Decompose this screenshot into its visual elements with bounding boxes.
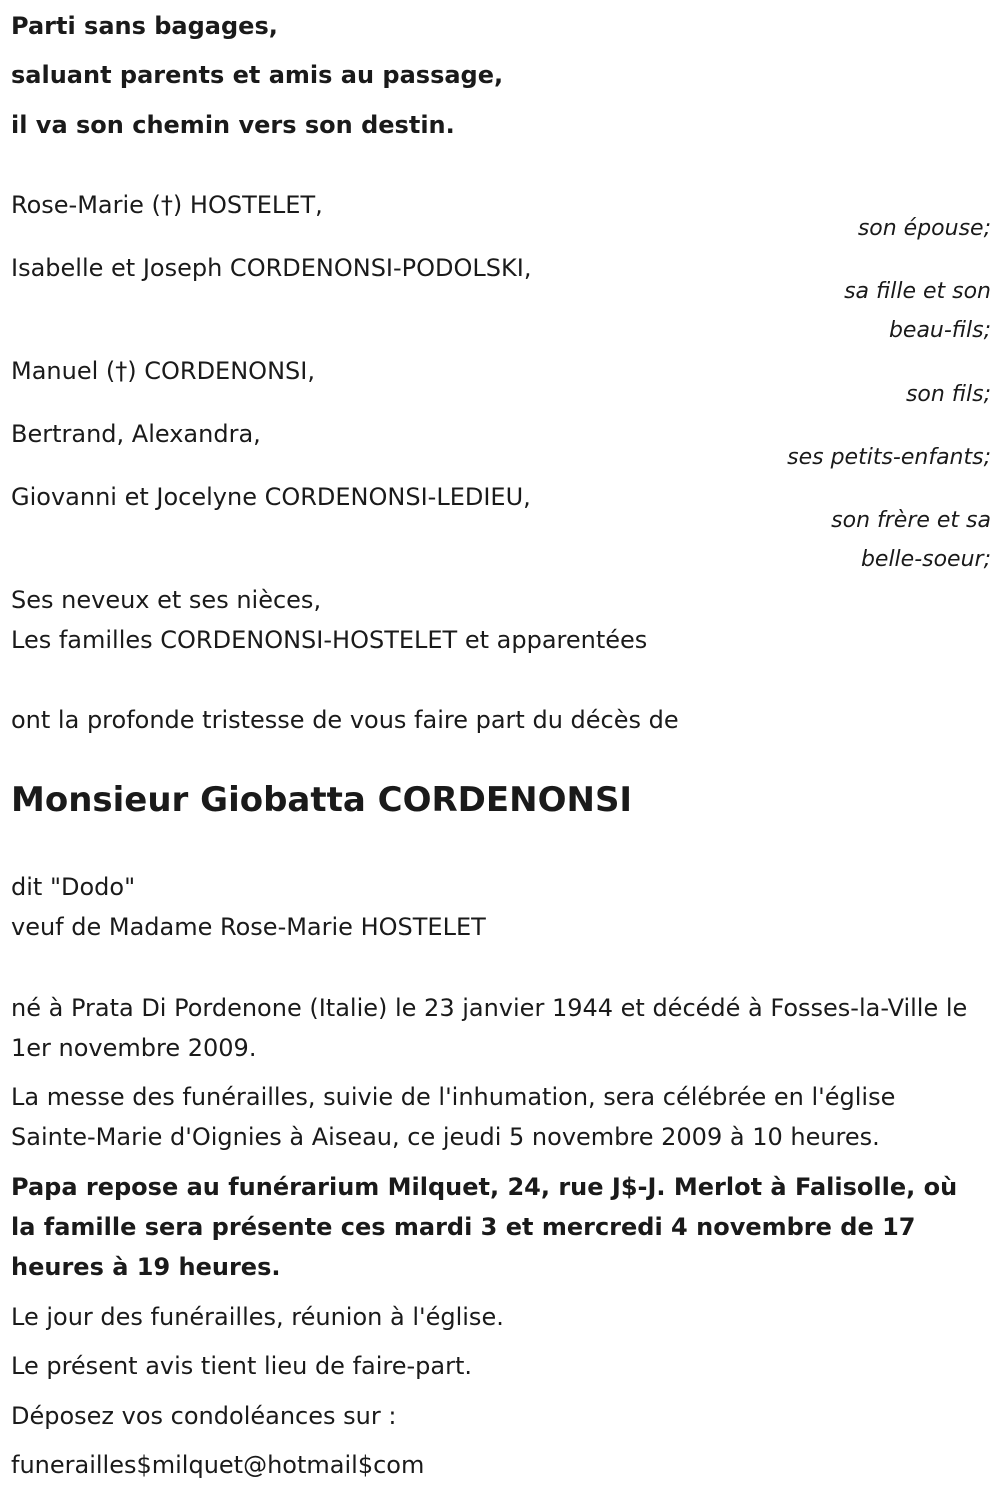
birth-death-paragraph: né à Prata Di Pordenone (Italie) le 23 janvier 1944 et décédé à Fosses-la-Ville le 1er novembre 2009. <box>11 994 968 1062</box>
condolences-label: Déposez vos condoléances sur : <box>11 1402 397 1430</box>
family-relation-2a: sa fille et son <box>844 279 991 304</box>
visitation-paragraph: Papa repose au funérarium Milquet, 24, rue J$-J. Merlot à Falisolle, où la famille sera présente ces mardi 3 et mercredi 4 novembre de 17 heures à 19 heures. <box>11 1173 958 1281</box>
poem-line-2: saluant parents et amis au passage, <box>11 61 504 89</box>
mass-paragraph: La messe des funérailles, suivie de l'inhumation, sera célébrée en l'église Sainte-Marie d'Oignies à Aiseau, ce jeudi 5 novembre 2009 à 10 heures. <box>11 1083 896 1151</box>
poem-line-3: il va son chemin vers son destin. <box>11 111 455 139</box>
notice-text: Le présent avis tient lieu de faire-part. <box>11 1352 473 1380</box>
family-relation-5a: son frère et sa <box>831 508 991 533</box>
others-line-1: Ses neveux et ses nièces, <box>11 586 322 614</box>
family-name-4: Bertrand, Alexandra, <box>11 420 261 448</box>
poem-line-1: Parti sans bagages, <box>11 12 278 40</box>
deceased-nickname: dit "Dodo" <box>11 873 136 901</box>
family-name-3: Manuel (†) CORDENONSI, <box>11 357 315 385</box>
family-relation-2b: beau-fils; <box>888 318 991 343</box>
announcement: ont la profonde tristesse de vous faire part du décès de <box>11 706 679 734</box>
family-name-1: Rose-Marie (†) HOSTELET, <box>11 191 323 219</box>
others-line-2: Les familles CORDENONSI-HOSTELET et apparentées <box>11 626 648 654</box>
family-relation-1: son épouse; <box>857 216 991 241</box>
deceased-widower: veuf de Madame Rose-Marie HOSTELET <box>11 913 486 941</box>
deceased-name: Monsieur Giobatta CORDENONSI <box>11 780 633 820</box>
family-name-2: Isabelle et Joseph CORDENONSI-PODOLSKI, <box>11 254 532 282</box>
family-name-5: Giovanni et Jocelyne CORDENONSI-LEDIEU, <box>11 483 531 511</box>
family-relation-4: ses petits-enfants; <box>787 445 991 470</box>
condolences-email[interactable]: funerailles$milquet@hotmail$com <box>11 1451 425 1479</box>
meeting-text: Le jour des funérailles, réunion à l'église. <box>11 1303 504 1331</box>
family-relation-3: son fils; <box>905 382 991 407</box>
obituary-page <box>11 0 991 1500</box>
family-relation-5b: belle-soeur; <box>860 547 991 572</box>
